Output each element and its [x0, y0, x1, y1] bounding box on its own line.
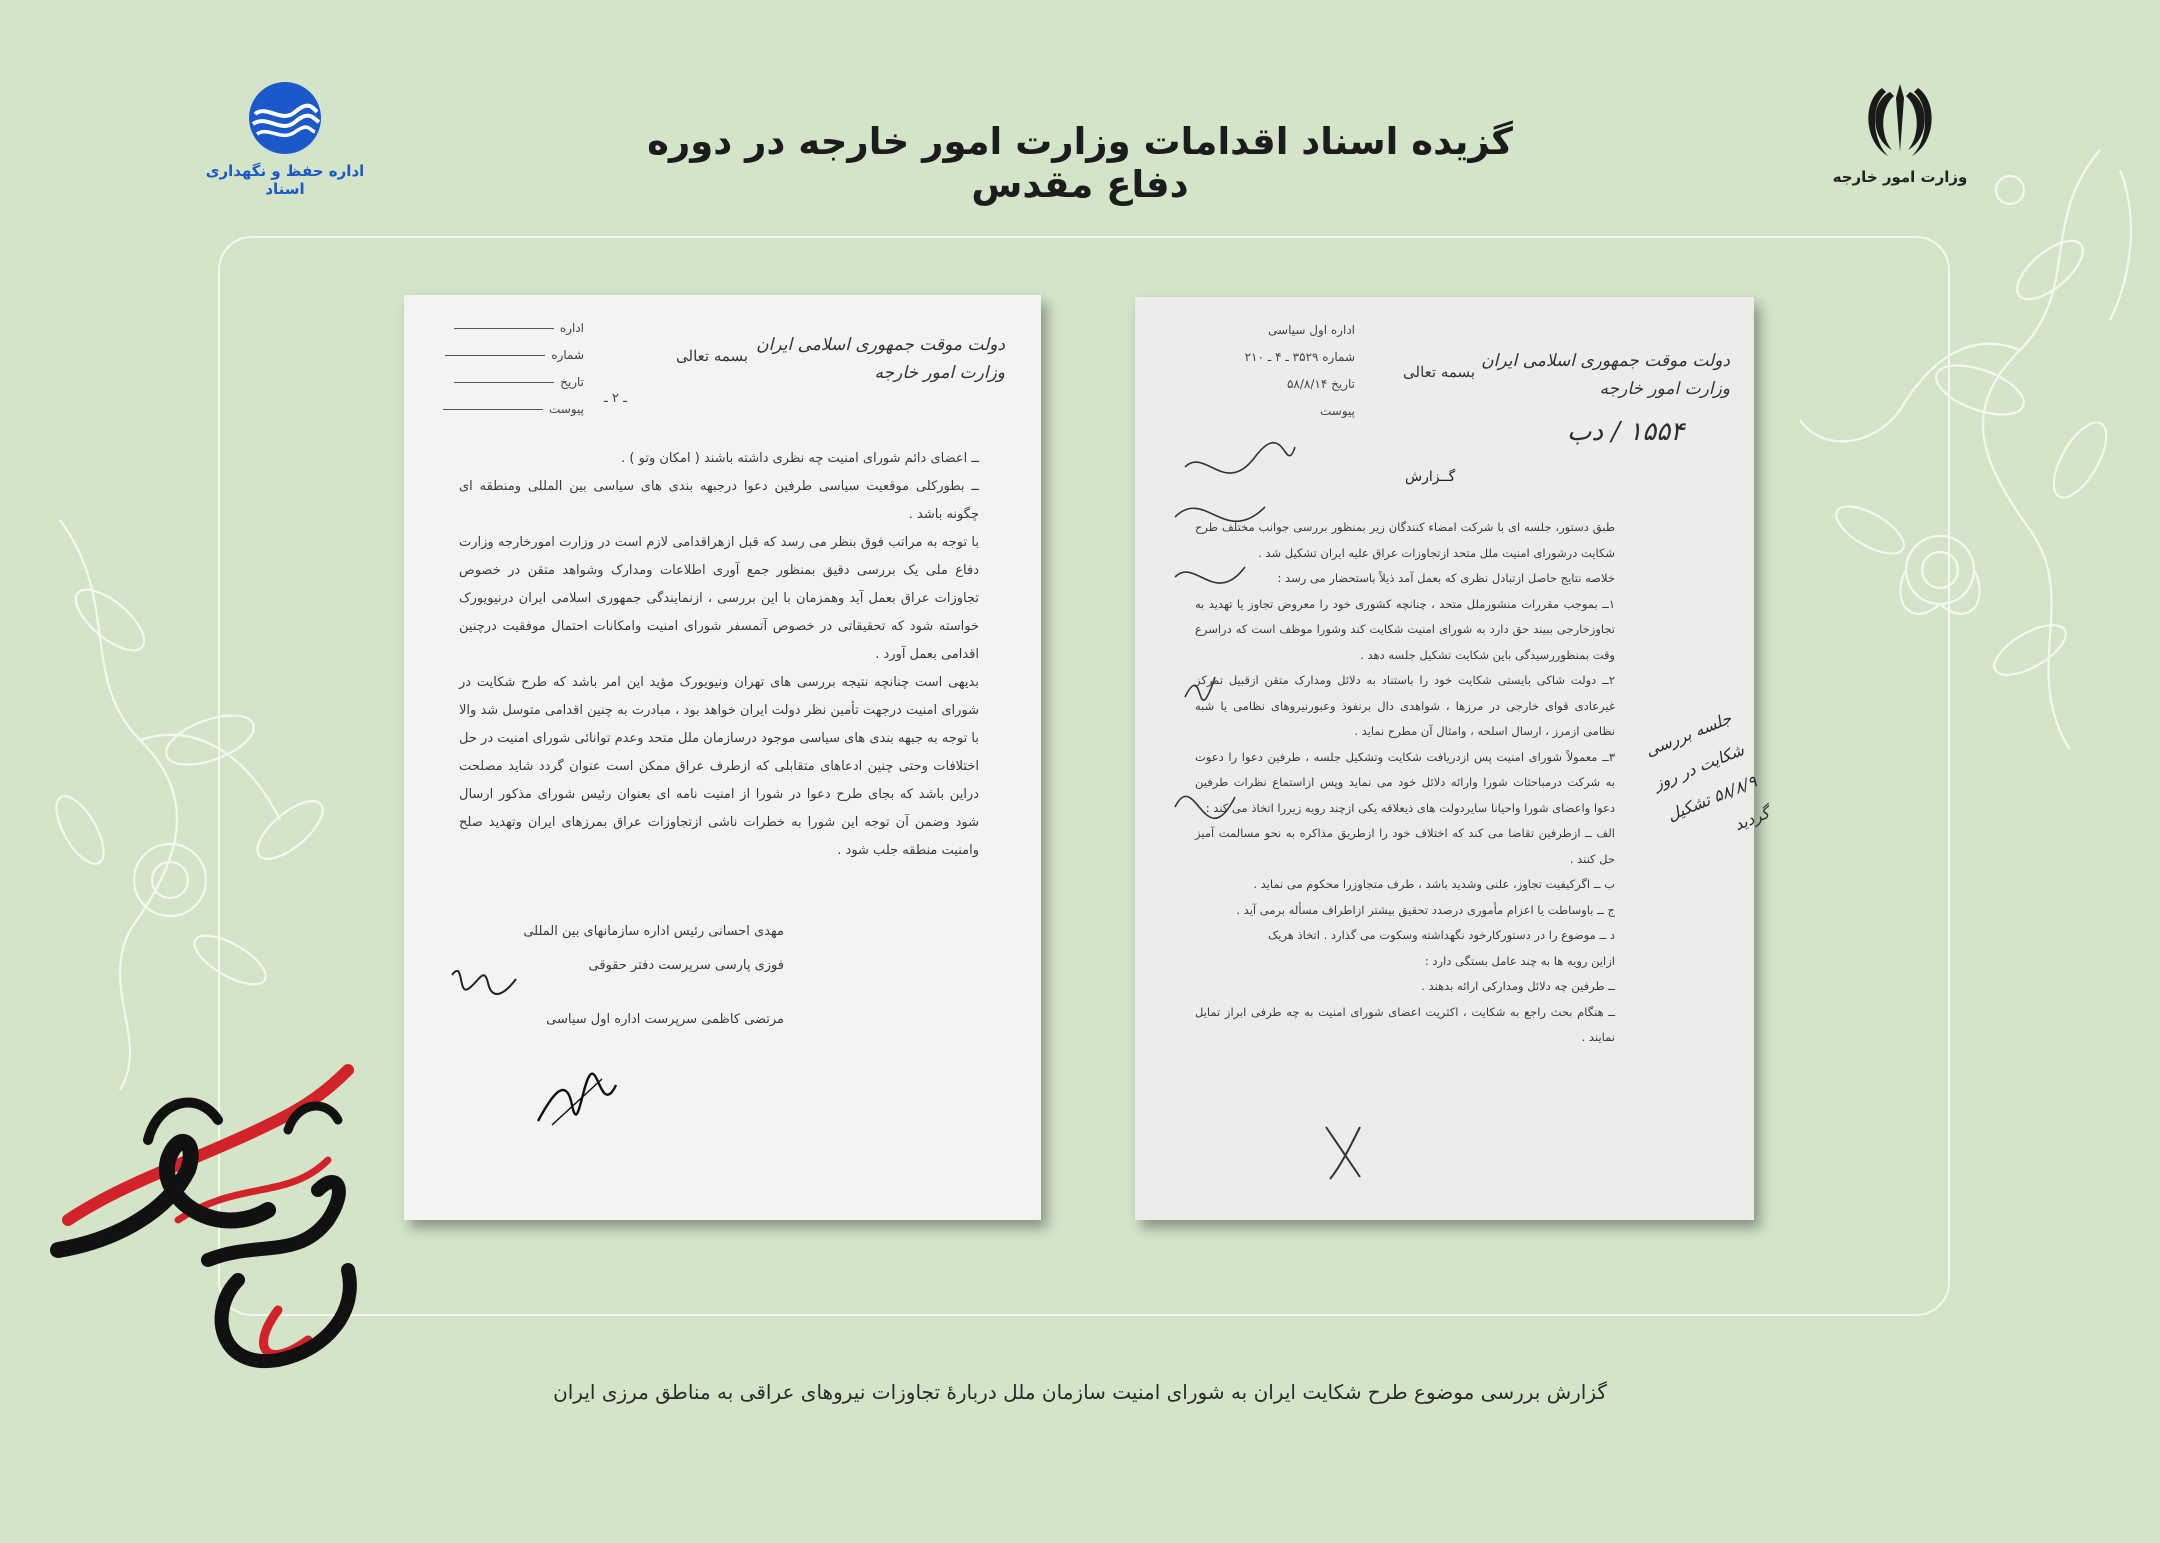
- document-page-left: [404, 295, 1041, 1220]
- signature-mark: [532, 1055, 622, 1135]
- field-label: شماره: [551, 348, 584, 362]
- body-paragraph: ــ بطورکلی موقعیت سیاسی طرفین دعوا درجبهه بندی های سیاسی بین المللی ومنطقه ای چگونه باشد .: [459, 479, 979, 522]
- defa-moghaddas-calligraphy: [28, 1010, 378, 1390]
- letterhead: [1481, 347, 1730, 403]
- field-label: تاریخ: [560, 375, 584, 389]
- body-paragraph: د ــ موضوع را در دستورکارخود نگهداشته وسکوت می گذارد . اتخاذ هریک: [1267, 928, 1615, 942]
- body-paragraph: ــ اعضای دائم شورای امنیت چه نظری داشته باشند ( امکان وتو ) .: [621, 451, 979, 466]
- body-paragraph: ۲ــ دولت شاکی بایستی شکایت خود را باستناد به دلائل ومدارک متقن ازقبیل تمرکز غیرعادی قوای خارجی در مرزها ، شواهدی دال برنفوذ وعبورنیروهای نظامی یا شبه نظامی ازمرز ، ارسال اسلحه ، وامثال آن مطرح نماید .: [1195, 673, 1615, 738]
- signatory: فوزی پارسی سرپرست دفتر حقوقی: [588, 958, 784, 973]
- letterhead-line: دولت موقت جمهوری اسلامی ایران: [1481, 351, 1730, 371]
- body-paragraph: ۱ــ بموجب مقررات منشورملل متحد ، چنانچه کشوری خود را معروض تجاوز یا تهدید به تجاوزخارجی ببیند حق دارد به شورای امنیت شکایت کند وشورا موظف است که دراسرع وقت بمنظوررسیدگی باین شکایت تشکیل جلسه دهد .: [1195, 596, 1615, 662]
- body-paragraph: ازاین رویه ها به چند عامل بستگی دارد :: [1424, 953, 1615, 968]
- body-paragraph: طبق دستور، جلسه ای با شرکت امضاء کنندگان زیر بمنظور بررسی جوانب مختلف طرح شکایت درشورای امنیت ملل متحد ازتجاوزات عراق علیه ایران تشکیل شد .: [1195, 520, 1615, 560]
- reference-number: ۱۵۵۴ / دب: [1567, 417, 1685, 447]
- seal-bismillah: بسمه تعالی: [1403, 363, 1476, 381]
- body-paragraph: ج ــ باوساطت یا اعزام مأموری درصدد تحقیق بیشتر ازاطراف مسأله برمی آید .: [1236, 902, 1615, 917]
- field-value: شماره ۳۵۲۹ ـ ۴ ـ ۲۱۰: [1244, 350, 1355, 364]
- body-paragraph: ب ــ اگرکیفیت تجاوز، علنی وشدید باشد ، طرف متجاوزرا محکوم می نماید .: [1253, 877, 1615, 891]
- letterhead-line: وزارت امور خارجه: [874, 363, 1005, 383]
- signatory: مهدی احسانی رئیس اداره سازمانهای بین المللی: [523, 924, 784, 939]
- body-paragraph: ۳ــ معمولاً شورای امنیت پس ازدریافت شکایت وتشکیل جلسه ، طرفین دعوا را دعوت به شرکت درمباحثات شورا وارائه دلائل خود می نماید وپس ازاستماع نظرات طرفین دعوا واعضای شورا واحیانا سایردولت های ذیعلاقه یکی ازچند رویه زیررا اتخاذ می کند :: [1195, 749, 1615, 815]
- document-body: [459, 445, 979, 865]
- body-paragraph: با توجه به مراتب فوق بنظر می رسد که قبل ازهراقدامی لازم است در وزارت امورخارجه وزارت دفاع ملی یک بررسی دقیق بمنظور جمع آوری اطلاعات ومدارک وشواهد متقن در خصوص تجاوزات عراق بعمل آید وهمزمان با این بررسی ، ازنمایندگی جمهوری اسلامی ایران درنیویورک خواسته شود که تحقیقاتی در خصوص آتمسفر شورای امنیت وامکانات احتمال موفقیت درچنین اقدامی بعمل آورد .: [459, 535, 979, 662]
- document-fields: [434, 315, 584, 423]
- letterhead: [756, 331, 1005, 387]
- report-heading: گــزارش: [1405, 469, 1456, 485]
- letterhead-line: وزارت امور خارجه: [1599, 379, 1730, 399]
- field-label: پیوست: [549, 402, 584, 416]
- document-caption: گزارش بررسی موضوع طرح شکایت ایران به شورای امنیت سازمان ملل دربارهٔ تجاوزات نیروهای عراقی به مناطق مرزی ایران: [553, 1380, 1607, 1404]
- body-paragraph: بدیهی است چنانچه نتیجه بررسی های تهران ونیویورک مؤید این امر باشد که طرح شکایت در شورای امنیت درجهت تأمین نظر دولت ایران خواهد بود ، مبادرت به چنین اقدامی متوسل شد والا با توجه به جبهه بندی های سیاسی موجود درسازمان ملل متحد وعدم توانائی شورای امنیت در حل اختلافات وحتی چنین ادعاهای متقابلی که ازطرف عراق ممکن است عنوان گردد شاید مصلحت دراین باشد که بجای طرح دعوا در شورا از امنیت نامه ای بعنوان رئیس شورای مذکور ارسال شود وضمن آن توجه این شورا به خطرات ناشی ازتجاوزات عراق بمرزهای ایران وتهدید صلح وامنیت منطقه جلب شود .: [459, 675, 979, 858]
- document-page-right: [1135, 297, 1773, 1220]
- field-value: تاریخ ۵۸/۸/۱۴: [1286, 377, 1355, 391]
- ministry-logo-caption: وزارت امور خارجه: [1832, 168, 1968, 186]
- body-paragraph: خلاصه نتایج حاصل ازتبادل نظری که بعمل آمد ذیلاً باستحضار می رسد :: [1277, 571, 1615, 585]
- letterhead-line: دولت موقت جمهوری اسلامی ایران: [756, 335, 1005, 355]
- signatory: مرتضی کاظمی سرپرست اداره اول سیاسی: [546, 1012, 784, 1027]
- archive-logo: [205, 80, 365, 198]
- body-paragraph: ــ طرفین چه دلائل ومدارکی ارائه بدهند .: [1421, 979, 1615, 993]
- handwritten-annotations: [1165, 437, 1305, 917]
- wave-emblem-icon: [247, 80, 323, 156]
- iran-emblem-icon: [1860, 78, 1940, 162]
- margin-handwritten-note: جلسه بررسی شکایت در روز ۵۸/۸/۹ تشکیل گردید: [1642, 708, 1773, 835]
- ministry-logo: [1830, 78, 1970, 198]
- page-number: ـ ۲ ـ: [604, 391, 627, 406]
- body-paragraph: ــ هنگام بحث راجع به شکایت ، اکثریت اعضای شورای امنیت به چه طرفی ابراز تمایل نمایند .: [1195, 1004, 1615, 1044]
- body-paragraph: الف ــ ازطرفین تقاضا می کند که اختلاف خود را ازطریق مذاکره به نحو مسالمت آمیز حل کنند .: [1195, 826, 1615, 866]
- field-value: اداره اول سیاسی: [1268, 323, 1355, 337]
- document-fields: [1165, 317, 1355, 425]
- archive-logo-caption: اداره حفظ و نگهداری اسناد: [205, 162, 365, 198]
- page-title: گزیده اسناد اقدامات وزارت امور خارجه در دوره دفاع مقدس: [647, 120, 1513, 206]
- field-value: پیوست: [1320, 404, 1355, 418]
- seal-bismillah: بسمه تعالی: [676, 347, 749, 365]
- field-label: اداره: [559, 321, 584, 335]
- signature-mark: [444, 955, 524, 1035]
- check-mark: [1320, 1117, 1370, 1187]
